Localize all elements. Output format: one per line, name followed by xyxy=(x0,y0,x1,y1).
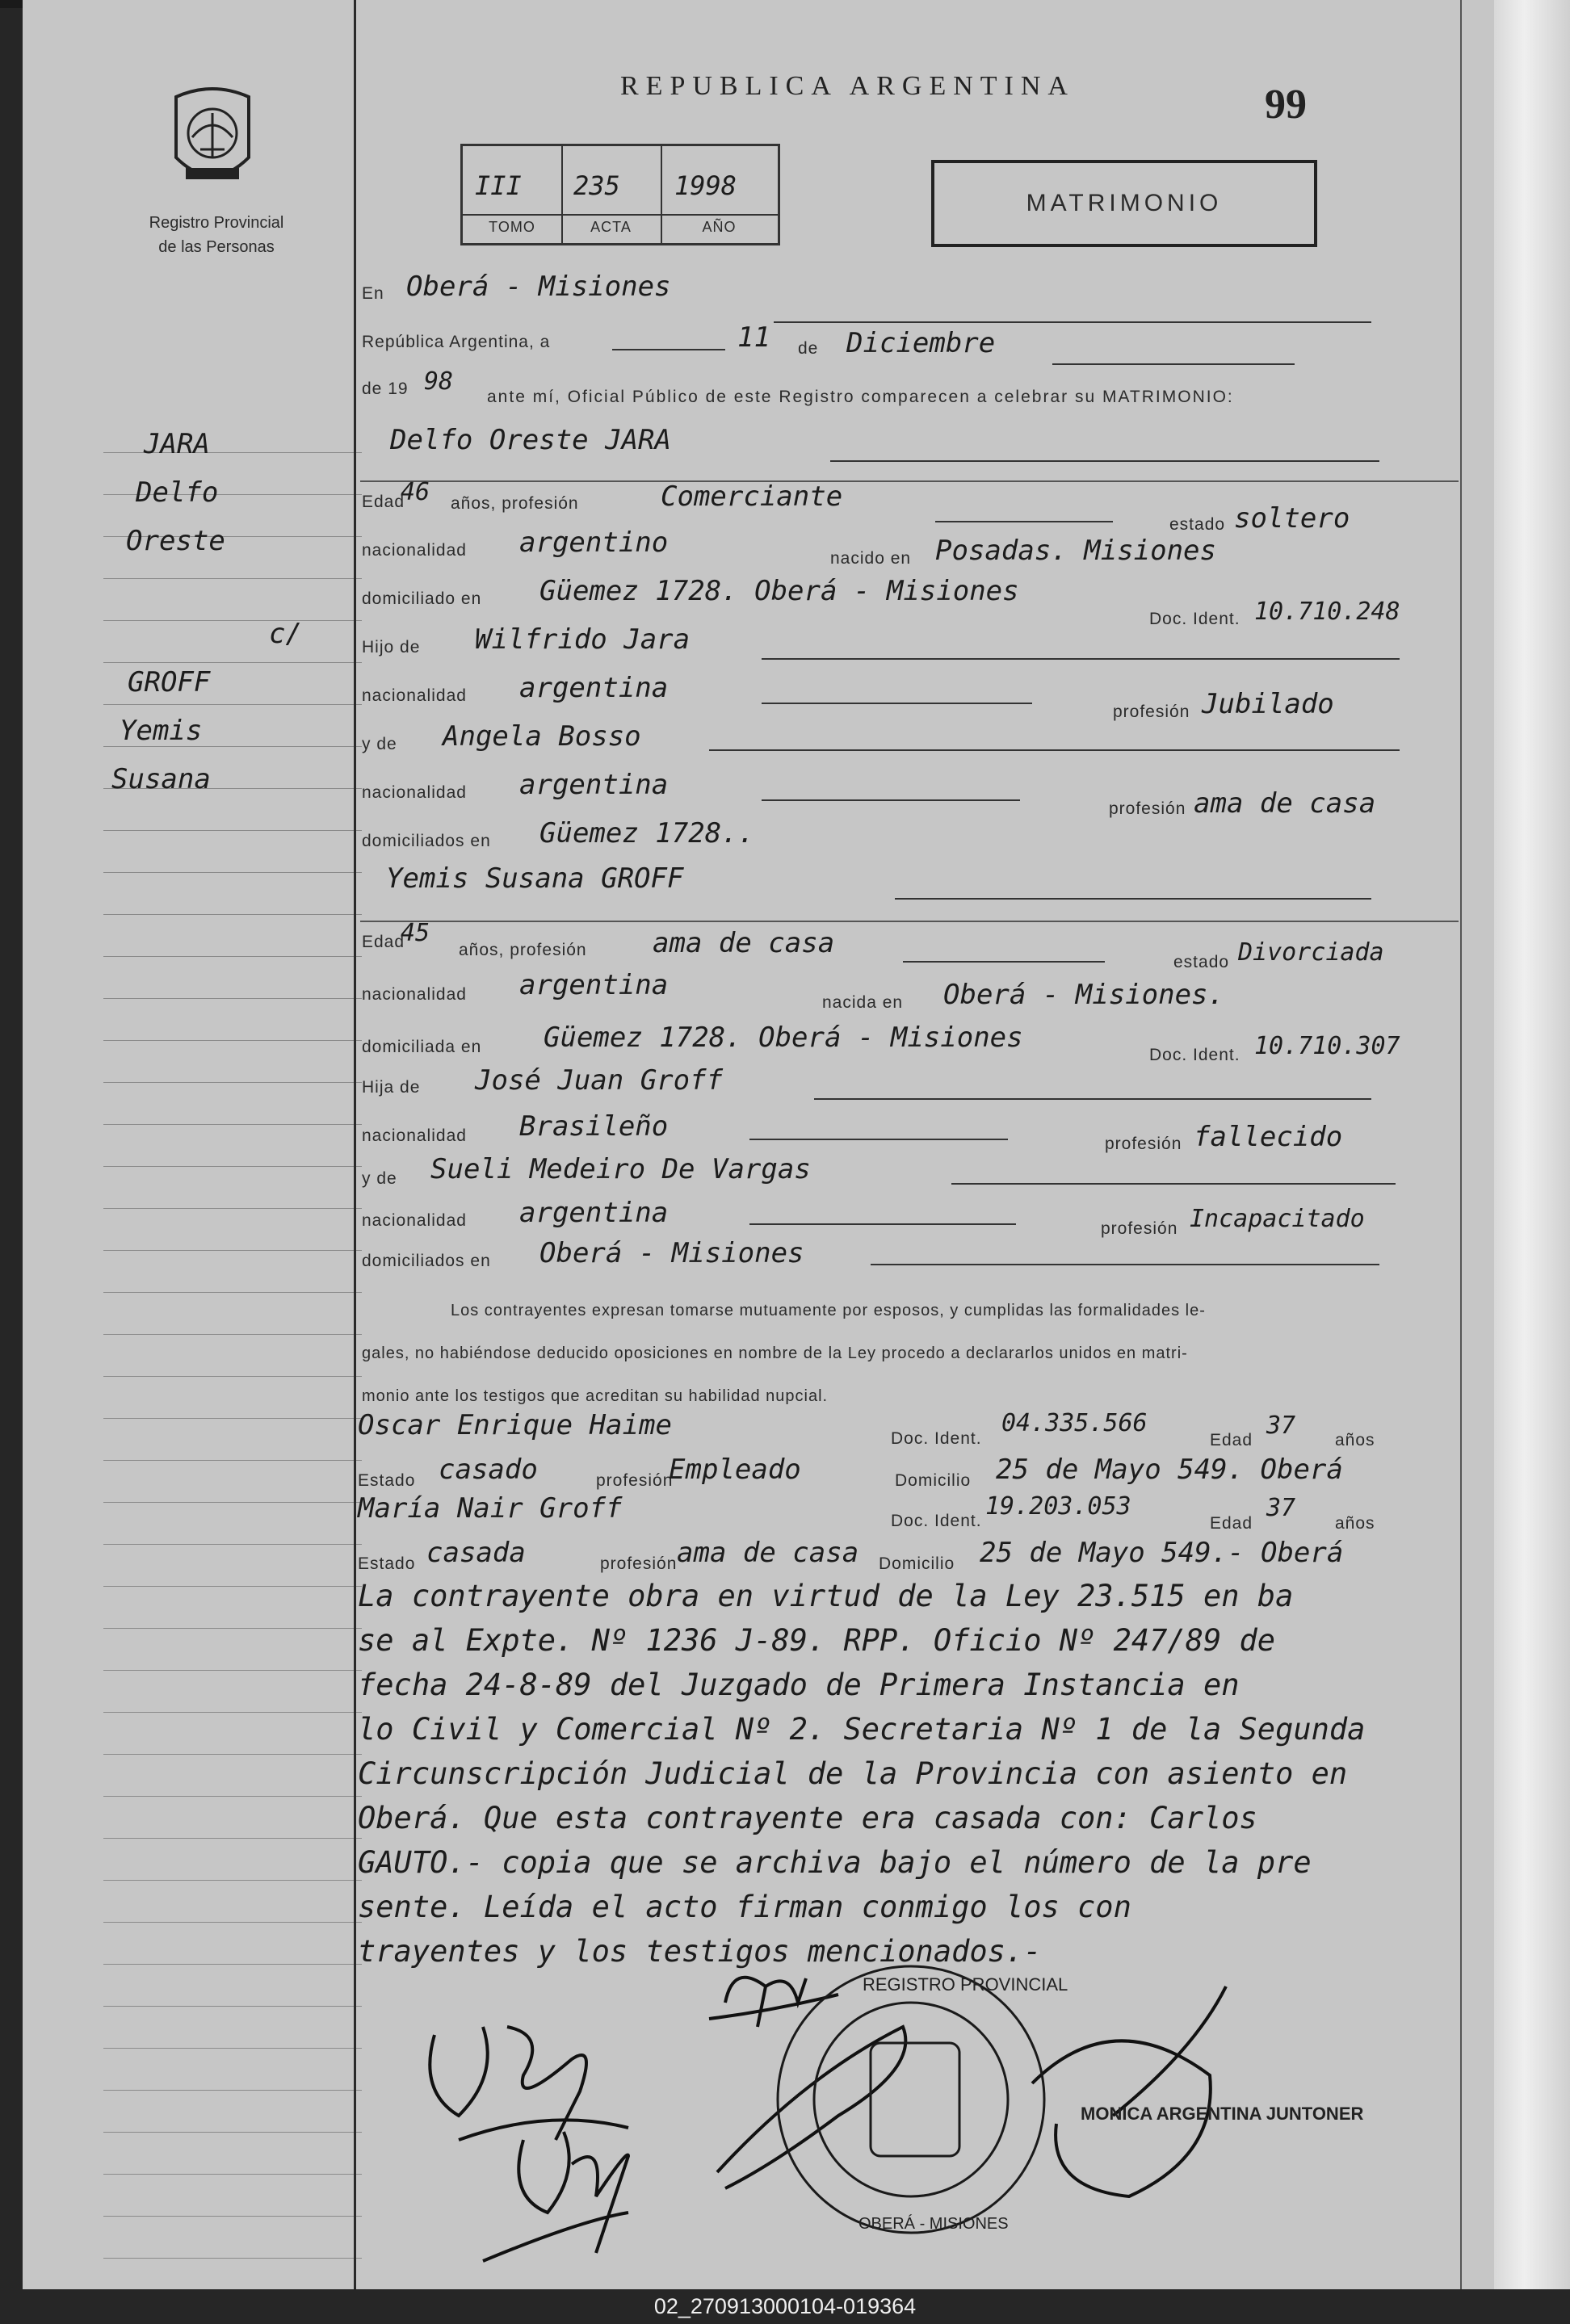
witness2-address: 25 de Mayo 549.- Oberá xyxy=(980,1537,1344,1569)
margin-rule-line xyxy=(103,1124,362,1125)
groom-anos-prof-label: años, profesión xyxy=(451,494,579,513)
margin-rule-line xyxy=(103,2090,362,2091)
margin-given-2a: Yemis xyxy=(120,715,203,747)
margin-rule-line xyxy=(103,620,362,621)
margin-rule-line xyxy=(103,1334,362,1335)
margin-rule-line xyxy=(103,1418,362,1419)
groom-father-nat: argentina xyxy=(519,672,669,704)
bride-name-line xyxy=(895,898,1371,900)
witness1-age: 37 xyxy=(1266,1412,1296,1440)
bride-yde-label: y de xyxy=(362,1169,397,1188)
bride-nationality: argentina xyxy=(519,969,669,1001)
bride-father-line xyxy=(814,1098,1371,1100)
bride-nacida-label: nacida en xyxy=(822,993,904,1012)
groom-father-line xyxy=(762,658,1400,660)
witness1-anos-label: años xyxy=(1335,1431,1375,1449)
image-footer xyxy=(0,2289,1570,2324)
margin-rule-line xyxy=(103,1922,362,1923)
groom-doc-label: Doc. Ident. xyxy=(1149,610,1240,628)
year-suffix: 98 xyxy=(424,367,454,396)
note-line-7: GAUTO.- copia que se archiva bajo el número de la pre xyxy=(358,1845,1312,1880)
groom-yde-label: y de xyxy=(362,735,397,753)
groom-mother-nat-line xyxy=(762,799,1020,801)
bride-nac-label: nacionalidad xyxy=(362,985,467,1004)
margin-rule-line xyxy=(103,1628,362,1629)
groom-name: Delfo Oreste JARA xyxy=(390,424,671,456)
margin-rule-line xyxy=(103,1964,362,1965)
note-line-1: La contrayente obra en virtud de la Ley 23.515 en ba xyxy=(358,1579,1294,1613)
ano-value: 1998 xyxy=(674,170,737,201)
witness1-address: 25 de Mayo 549. Oberá xyxy=(996,1454,1343,1486)
bride-mother-prof: Incapacitado xyxy=(1190,1205,1365,1233)
bride-father-nat-line xyxy=(749,1139,1008,1140)
bride-mother-line xyxy=(951,1183,1396,1185)
margin-rule-line xyxy=(103,1754,362,1755)
bride-mother-prof-label: profesión xyxy=(1101,1219,1178,1238)
bride-estado: Divorciada xyxy=(1238,938,1384,967)
right-border xyxy=(1460,0,1462,2289)
margin-rule-line xyxy=(103,1502,362,1503)
bride-doc: 10.710.307 xyxy=(1254,1032,1400,1060)
groom-hijo-label: Hijo de xyxy=(362,638,421,657)
margin-surname-2: GROFF xyxy=(128,666,211,698)
record-type-label: MATRIMONIO xyxy=(1026,190,1223,216)
register-page xyxy=(23,0,1494,2289)
margin-rule-line xyxy=(103,2258,362,2259)
witness2-edad-label: Edad xyxy=(1210,1514,1253,1533)
registry-name-line1: Registro Provincial xyxy=(149,214,284,232)
comparecen-text: ante mí, Oficial Público de este Registro comparecen a celebrar su MATRIMONIO: xyxy=(487,388,1234,406)
day-line-left xyxy=(612,349,725,350)
witness1-doc-label: Doc. Ident. xyxy=(891,1429,982,1448)
bride-father-prof-label: profesión xyxy=(1105,1135,1182,1153)
margin-rule-line xyxy=(103,2132,362,2133)
margin-rule-line xyxy=(103,998,362,999)
margin-rule-line xyxy=(103,1292,362,1293)
witness1-prof-label: profesión xyxy=(596,1471,674,1490)
book-spine-edge xyxy=(1494,0,1570,2289)
groom-father-nat-label: nacionalidad xyxy=(362,686,467,705)
record-number-box xyxy=(460,144,780,245)
bride-dom-label: domiciliada en xyxy=(362,1038,482,1056)
margin-rule-line xyxy=(103,1544,362,1545)
groom-father: Wilfrido Jara xyxy=(475,623,691,656)
month: Diciembre xyxy=(846,327,996,359)
groom-mother-line xyxy=(709,749,1400,751)
de-year-label: de 19 xyxy=(362,380,409,398)
country-heading: REPUBLICA ARGENTINA xyxy=(620,71,1075,101)
note-line-6: Oberá. Que esta contrayente era casada con: Carlos xyxy=(358,1801,1257,1835)
margin-rule-line xyxy=(103,452,362,453)
margin-rule-line xyxy=(103,1250,362,1251)
page-number: 99 xyxy=(1265,82,1307,128)
bride-profession: ama de casa xyxy=(653,927,835,959)
groom-doc: 10.710.248 xyxy=(1254,598,1400,626)
witness2-age: 37 xyxy=(1266,1494,1296,1522)
margin-rule-line xyxy=(103,1796,362,1797)
note-line-9: trayentes y los testigos mencionados.- xyxy=(358,1934,1042,1969)
margin-rule-line xyxy=(103,2006,362,2007)
margin-given-2b: Susana xyxy=(111,763,211,795)
groom-name-line xyxy=(830,460,1379,462)
bride-mother-nat-line xyxy=(749,1223,1016,1225)
month-fill-line xyxy=(1052,363,1295,365)
bride-age: 45 xyxy=(401,919,430,947)
groom-nacido-label: nacido en xyxy=(830,549,912,568)
body-text-line1: Los contrayentes expresan tomarse mutuamente por esposos, y cumplidas las formalidades le- xyxy=(451,1302,1206,1319)
republica-label: República Argentina, a xyxy=(362,333,551,351)
ano-label: AÑO xyxy=(702,219,737,235)
note-line-8: sente. Leída el acto firman conmigo los con xyxy=(358,1890,1131,1924)
witness1-name: Oscar Enrique Haime xyxy=(358,1409,672,1441)
margin-rule-line xyxy=(103,1712,362,1713)
groom-address: Güemez 1728. Oberá - Misiones xyxy=(539,575,1019,607)
bride-mother-nat-label: nacionalidad xyxy=(362,1211,467,1230)
bride-doc-label: Doc. Ident. xyxy=(1149,1046,1240,1064)
margin-rule-line xyxy=(103,578,362,579)
bride-mother: Sueli Medeiro De Vargas xyxy=(430,1153,811,1185)
bride-profession-line xyxy=(903,961,1105,963)
bride-hija-label: Hija de xyxy=(362,1078,421,1097)
bride-estado-label: estado xyxy=(1173,953,1230,971)
groom-nationality: argentino xyxy=(519,526,669,559)
record-type-box xyxy=(931,160,1317,247)
witness2-anos-label: años xyxy=(1335,1514,1375,1533)
margin-rule-line xyxy=(103,1082,362,1083)
registry-name-line2: de las Personas xyxy=(158,238,275,256)
groom-profession: Comerciante xyxy=(661,480,843,513)
groom-father-prof: Jubilado xyxy=(1202,688,1334,720)
groom-birthplace: Posadas. Misiones xyxy=(935,535,1216,567)
stamp-text-bottom: OBERÁ - MISIONES xyxy=(858,2215,1009,2233)
bride-parents-dom: Oberá - Misiones xyxy=(539,1237,804,1269)
tomo-label: TOMO xyxy=(489,219,535,235)
groom-father-prof-label: profesión xyxy=(1113,703,1190,721)
margin-rule-line xyxy=(103,830,362,831)
groom-profession-line xyxy=(935,521,1113,522)
margin-rule-line xyxy=(103,662,362,663)
signatures-area xyxy=(386,1954,1436,2293)
body-text-line3: monio ante los testigos que acreditan su habilidad nupcial. xyxy=(362,1387,829,1405)
witness2-name: María Nair Groff xyxy=(358,1492,623,1525)
margin-rule-line xyxy=(103,956,362,957)
margin-rule-line xyxy=(103,2048,362,2049)
groom-mother-nat: argentina xyxy=(519,769,669,801)
body-text-line2: gales, no habiéndose deducido oposiciones en nombre de la Ley procedo a declararlos unidos en matri- xyxy=(362,1344,1188,1362)
margin-given-1b: Oreste xyxy=(126,525,225,557)
groom-estado: soltero xyxy=(1234,502,1350,535)
margin-rule-line xyxy=(103,1376,362,1377)
witness1-dom-label: Domicilio xyxy=(895,1471,972,1490)
margin-rule-line xyxy=(103,1838,362,1839)
bride-father-nat: Brasileño xyxy=(519,1110,669,1143)
groom-section-rule xyxy=(360,480,1459,482)
margin-rule-line xyxy=(103,1166,362,1167)
bride-mother-nat: argentina xyxy=(519,1197,669,1229)
image-code: 02_270913000104-019364 xyxy=(653,2294,917,2318)
de-label: de xyxy=(798,339,819,358)
note-line-2: se al Expte. Nº 1236 J-89. RPP. Oficio Nº 247/89 de xyxy=(358,1623,1276,1658)
groom-father-nat-line xyxy=(762,703,1032,704)
margin-rule-line xyxy=(103,2174,362,2175)
groom-edad-label: Edad xyxy=(362,493,405,511)
bride-father-nat-label: nacionalidad xyxy=(362,1126,467,1145)
margin-rule-line xyxy=(103,1880,362,1881)
record-box-divider xyxy=(463,214,778,216)
groom-mother-prof: ama de casa xyxy=(1194,787,1376,820)
day: 11 xyxy=(737,321,770,354)
witness1-doc: 04.335.566 xyxy=(1001,1409,1148,1437)
groom-nac-label: nacionalidad xyxy=(362,541,467,560)
place-fill-line xyxy=(774,321,1371,323)
bride-address: Güemez 1728. Oberá - Misiones xyxy=(544,1021,1023,1054)
tomo-value: III xyxy=(475,170,522,201)
groom-mother-nat-label: nacionalidad xyxy=(362,783,467,802)
groom-estado-label: estado xyxy=(1169,515,1226,534)
bride-parents-dom-label: domiciliados en xyxy=(362,1252,491,1270)
official-stamp-name: MONICA ARGENTINA JUNTONER xyxy=(1081,2104,1364,2124)
acta-label: ACTA xyxy=(590,219,632,235)
margin-rule-line xyxy=(103,2216,362,2217)
groom-parents-dom-label: domiciliados en xyxy=(362,832,491,850)
en-label: En xyxy=(362,284,384,303)
groom-mother: Angela Bosso xyxy=(443,720,641,753)
margin-rule-line xyxy=(103,704,362,705)
stamp-text-top: REGISTRO PROVINCIAL xyxy=(863,1974,1068,1995)
groom-parents-dom: Güemez 1728.. xyxy=(539,817,755,849)
groom-mother-prof-label: profesión xyxy=(1109,799,1186,818)
margin-given-1a: Delfo xyxy=(136,476,219,509)
bride-parents-dom-line xyxy=(871,1264,1379,1265)
groom-dom-label: domiciliado en xyxy=(362,589,482,608)
provincial-seal-logo xyxy=(168,81,257,194)
witness2-dom-label: Domicilio xyxy=(879,1554,955,1573)
bride-father-prof: fallecido xyxy=(1194,1121,1343,1153)
witness1-estado: casado xyxy=(439,1454,538,1486)
bride-birthplace: Oberá - Misiones. xyxy=(943,979,1224,1011)
witness2-estado-label: Estado xyxy=(358,1554,416,1573)
witness2-profession: ama de casa xyxy=(677,1537,859,1569)
margin-rule-line xyxy=(103,1670,362,1671)
margin-rule-line xyxy=(103,1208,362,1209)
bride-anos-prof-label: años, profesión xyxy=(459,941,587,959)
witness2-estado: casada xyxy=(426,1537,526,1569)
margin-rule-line xyxy=(103,1460,362,1461)
groom-age: 46 xyxy=(401,478,430,506)
bride-section-rule xyxy=(360,921,1459,922)
margin-divider xyxy=(354,0,356,2289)
bride-edad-label: Edad xyxy=(362,933,405,951)
bride-name: Yemis Susana GROFF xyxy=(386,862,684,895)
note-line-4: lo Civil y Comercial Nº 2. Secretaria Nº 1 de la Segunda xyxy=(358,1712,1366,1747)
place: Oberá - Misiones xyxy=(406,271,671,303)
witness2-doc: 19.203.053 xyxy=(985,1492,1131,1521)
margin-surname-1: JARA xyxy=(144,428,210,460)
witness1-edad-label: Edad xyxy=(1210,1431,1253,1449)
margin-rule-line xyxy=(103,1040,362,1041)
note-line-5: Circunscripción Judicial de la Provincia con asiento en xyxy=(358,1756,1348,1791)
margin-rule-line xyxy=(103,914,362,915)
acta-value: 235 xyxy=(573,170,620,201)
witness2-prof-label: profesión xyxy=(600,1554,678,1573)
note-line-3: fecha 24-8-89 del Juzgado de Primera Instancia en xyxy=(358,1667,1240,1702)
bride-father: José Juan Groff xyxy=(475,1064,724,1097)
witness1-profession: Empleado xyxy=(669,1454,801,1486)
margin-rule-line xyxy=(103,872,362,873)
witness2-doc-label: Doc. Ident. xyxy=(891,1512,982,1530)
margin-conjunction: c/ xyxy=(269,618,302,650)
margin-rule-line xyxy=(103,1586,362,1587)
witness1-estado-label: Estado xyxy=(358,1471,416,1490)
